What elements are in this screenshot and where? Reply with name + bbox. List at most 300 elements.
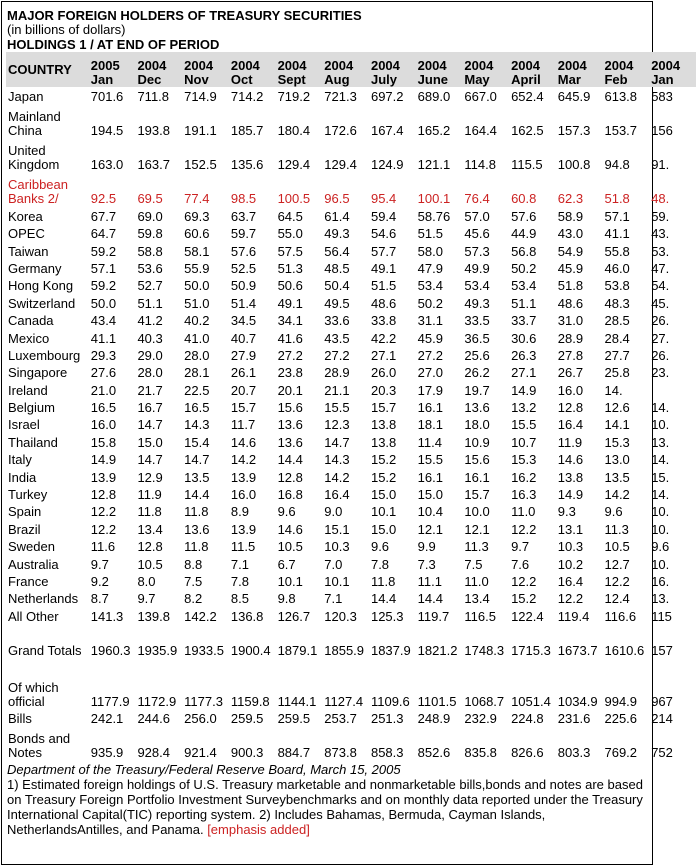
value-cell: 27.2: [324, 347, 350, 363]
value-cell: 27.7: [604, 347, 630, 363]
value-cell: 76.4: [464, 191, 490, 207]
column-month: Mar: [557, 72, 581, 87]
value-cell: 119.4: [557, 608, 590, 624]
value-cell: 719.2: [277, 89, 311, 105]
value-cell: 124.9: [370, 157, 404, 173]
value-cell: 163.0: [90, 157, 124, 173]
value-cell: 7.5: [184, 573, 203, 589]
value-cell: 873.8: [324, 745, 357, 761]
value-cell: 16.0: [90, 417, 117, 433]
value-cell: 58.9: [557, 208, 584, 224]
footer: [2, 760, 647, 837]
value-cell: 8.2: [184, 591, 203, 607]
table-row: [6, 363, 696, 380]
value-cell: 928.4: [137, 745, 170, 761]
value-cell: 59.2: [90, 278, 117, 294]
value-cell: 11.8: [137, 504, 162, 520]
value-cell: 1127.4: [324, 693, 364, 709]
value-cell: 51.5: [370, 278, 397, 294]
value-cell: 15.6: [277, 400, 303, 416]
value-cell: 11.1: [417, 573, 443, 589]
value-cell: 12.9: [137, 469, 163, 485]
value-cell: 50.9: [230, 278, 257, 294]
country-name: Australia: [8, 556, 59, 572]
value-cell: 40.2: [184, 313, 210, 329]
value-cell: 26.1: [230, 365, 257, 381]
value-cell: 10.1: [277, 573, 303, 589]
value-cell: 126.7: [277, 608, 311, 624]
value-cell: 47.9: [417, 260, 443, 276]
value-cell: 9.6: [370, 539, 390, 555]
country-name: India: [8, 469, 37, 485]
country-name: Mainland China: [8, 109, 61, 139]
value-cell: 55.9: [184, 260, 210, 276]
value-cell: 13.9: [230, 521, 257, 537]
value-cell: 16.0: [230, 487, 257, 503]
value-cell: 48.6: [557, 295, 584, 311]
value-cell: 40.7: [230, 330, 257, 346]
value-cell: 52.5: [230, 260, 257, 276]
value-cell: 858.3: [370, 745, 404, 761]
value-cell: 15.7: [230, 400, 257, 416]
value-cell: 12.2: [90, 521, 117, 537]
value-cell: 44.9: [511, 226, 537, 242]
value-cell: 49.3: [324, 226, 350, 242]
value-cell: 49.5: [324, 295, 350, 311]
column-header: [182, 52, 229, 87]
value-cell: 135.6: [230, 157, 264, 173]
country-name: Ireland: [8, 382, 48, 398]
value-cell: 16.3: [511, 487, 537, 503]
value-cell: 1068.7: [464, 693, 505, 709]
table-row: [6, 537, 696, 554]
table-row: [6, 519, 696, 536]
value-cell: 162.5: [511, 123, 544, 139]
value-cell: 10.: [651, 504, 670, 520]
value-cell: 91.: [651, 157, 670, 173]
value-cell: 11.8: [184, 504, 209, 520]
value-cell: 256.0: [184, 711, 217, 727]
value-cell: 194.5: [90, 123, 124, 139]
value-cell: 14.3: [324, 452, 350, 468]
value-cell: 53.4: [511, 278, 537, 294]
value-cell: 12.7: [604, 556, 630, 572]
value-cell: 10.: [651, 417, 670, 433]
value-cell: 15.4: [184, 434, 210, 450]
value-cell: 59.8: [137, 226, 163, 242]
country-header: COUNTRY: [6, 52, 89, 87]
value-cell: 921.4: [184, 745, 217, 761]
value-cell: 48.3: [604, 295, 630, 311]
column-year: 2004: [324, 58, 354, 73]
value-cell: 1610.6: [604, 642, 645, 658]
country-name: Turkey: [8, 487, 48, 503]
source-line: Department of the Treasury/Federal Reserve Board, March 15, 2005: [7, 762, 401, 778]
value-cell: 28.1: [184, 365, 210, 381]
value-cell: 13.1: [557, 521, 584, 537]
value-cell: 13.8: [557, 469, 584, 485]
value-cell: 51.3: [277, 260, 303, 276]
value-cell: 7.1: [324, 591, 343, 607]
value-cell: 701.6: [90, 89, 124, 105]
value-cell: 1879.1: [277, 642, 318, 658]
column-month: July: [370, 72, 397, 87]
value-cell: 142.2: [184, 608, 217, 624]
column-month: April: [511, 72, 541, 87]
value-cell: 50.2: [511, 260, 537, 276]
value-cell: 9.7: [511, 539, 530, 555]
country-name: Switzerland: [8, 295, 76, 311]
value-cell: 152.5: [184, 157, 217, 173]
country-name: Korea: [8, 208, 43, 224]
column-year: 2004: [137, 58, 167, 73]
value-cell: 51.8: [604, 191, 630, 207]
value-cell: 17.9: [417, 382, 443, 398]
value-cell: 16.5: [184, 400, 210, 416]
column-year: 2004: [184, 58, 214, 73]
value-cell: 15.2: [511, 591, 537, 607]
table-row: [6, 485, 696, 502]
value-cell: 13.: [651, 591, 670, 607]
value-cell: 45.9: [557, 260, 584, 276]
value-cell: 167.4: [370, 123, 404, 139]
value-cell: 14.4: [277, 452, 303, 468]
column-month: Aug: [324, 72, 350, 87]
value-cell: 1051.4: [511, 693, 551, 709]
value-cell: 59.: [651, 208, 670, 224]
column-header: [369, 52, 416, 87]
table-row: [6, 293, 696, 310]
column-month: June: [417, 72, 449, 87]
value-cell: 12.1: [417, 521, 443, 537]
value-cell: 163.7: [137, 157, 170, 173]
value-cell: 51.4: [230, 295, 257, 311]
value-cell: 14.: [604, 382, 623, 398]
column-header: [649, 52, 696, 87]
value-cell: 9.7: [90, 556, 109, 572]
value-cell: 10.3: [324, 539, 350, 555]
value-cell: 15.3: [511, 452, 537, 468]
table-row: [6, 138, 696, 172]
value-cell: 41.2: [137, 313, 163, 329]
value-cell: 56.4: [324, 243, 350, 259]
value-cell: 41.6: [277, 330, 303, 346]
value-cell: 7.6: [511, 556, 530, 572]
value-cell: 714.9: [184, 89, 217, 105]
value-cell: 15.5: [417, 452, 443, 468]
value-cell: 136.8: [230, 608, 264, 624]
value-cell: 100.5: [277, 191, 311, 207]
value-cell: 14.: [651, 400, 670, 416]
value-cell: 27.9: [230, 347, 257, 363]
value-cell: 12.8: [557, 400, 584, 416]
column-header: [89, 52, 136, 87]
value-cell: 15.2: [370, 469, 397, 485]
value-cell: 15.: [651, 469, 670, 485]
value-cell: 27.2: [277, 347, 303, 363]
value-cell: 114.8: [464, 157, 496, 173]
value-cell: 13.0: [604, 452, 630, 468]
value-cell: 14.6: [557, 452, 584, 468]
country-name: Bills: [8, 711, 32, 727]
value-cell: 1935.9: [137, 642, 178, 658]
value-cell: 43.0: [557, 226, 584, 242]
value-cell: 13.6: [277, 417, 303, 433]
value-cell: 50.4: [324, 278, 350, 294]
country-name: Canada: [8, 313, 54, 329]
value-cell: 45.: [651, 295, 670, 311]
value-cell: 752: [651, 745, 673, 761]
value-cell: 12.2: [511, 573, 537, 589]
value-cell: 11.8: [184, 539, 209, 555]
value-cell: 7.8: [230, 573, 249, 589]
main-title: MAJOR FOREIGN HOLDERS OF TREASURY SECURITIES: [7, 8, 362, 23]
value-cell: 14.: [651, 452, 670, 468]
value-cell: 16.5: [90, 400, 117, 416]
value-cell: 232.9: [464, 711, 497, 727]
value-cell: 714.2: [230, 89, 264, 105]
value-cell: 12.1: [464, 521, 490, 537]
value-cell: 30.6: [511, 330, 537, 346]
value-cell: 57.6: [230, 243, 257, 259]
column-header: [602, 52, 649, 87]
value-cell: 53.4: [464, 278, 490, 294]
value-cell: 16.8: [277, 487, 303, 503]
value-cell: 13.6: [464, 400, 490, 416]
value-cell: 45.9: [417, 330, 443, 346]
table-row: [6, 624, 696, 658]
value-cell: 835.8: [464, 745, 497, 761]
title-block: [2, 2, 652, 52]
value-cell: 253.7: [324, 711, 357, 727]
column-header: [556, 52, 603, 87]
value-cell: 13.5: [604, 469, 630, 485]
country-name: United Kingdom: [8, 143, 60, 173]
value-cell: 45.6: [464, 226, 490, 242]
value-cell: 31.1: [417, 313, 443, 329]
value-cell: 225.6: [604, 711, 638, 727]
value-cell: 12.3: [324, 417, 350, 433]
value-cell: 185.7: [230, 123, 264, 139]
value-cell: 1177.9: [90, 693, 130, 709]
table-row: [6, 346, 696, 363]
value-cell: 12.8: [137, 539, 163, 555]
value-cell: 652.4: [511, 89, 544, 105]
country-name: Belgium: [8, 400, 55, 416]
value-cell: 11.7: [230, 417, 256, 433]
value-cell: 10.3: [557, 539, 584, 555]
table-row: [6, 311, 696, 328]
value-cell: 51.1: [137, 295, 163, 311]
value-cell: 7.1: [230, 556, 249, 572]
table-row: [6, 241, 696, 258]
value-cell: 10.7: [511, 434, 537, 450]
value-cell: 8.8: [184, 556, 203, 572]
column-year: 2004: [230, 58, 260, 73]
value-cell: 15.7: [370, 400, 397, 416]
value-cell: 16.4: [557, 573, 584, 589]
value-cell: 20.7: [230, 382, 257, 398]
value-cell: 1748.3: [464, 642, 505, 658]
value-cell: 69.5: [137, 191, 163, 207]
value-cell: 9.2: [90, 573, 109, 589]
value-cell: 15.0: [417, 487, 443, 503]
value-cell: 16.: [651, 573, 670, 589]
column-year: 2004: [511, 58, 540, 73]
value-cell: 11.0: [464, 573, 489, 589]
value-cell: 1109.6: [370, 693, 410, 709]
country-name: Caribbean Banks 2/: [8, 177, 68, 207]
table-row: [6, 87, 696, 104]
value-cell: 121.1: [417, 157, 451, 173]
value-cell: 1715.3: [511, 642, 551, 658]
value-cell: 57.0: [464, 208, 490, 224]
value-cell: 27.: [651, 330, 670, 346]
value-cell: 10.9: [464, 434, 490, 450]
value-cell: 125.3: [370, 608, 404, 624]
column-year: 2004: [417, 58, 447, 73]
value-cell: 10.5: [137, 556, 163, 572]
value-cell: 57.6: [511, 208, 537, 224]
value-cell: 40.3: [137, 330, 163, 346]
table-row: [6, 104, 696, 138]
value-cell: 50.2: [417, 295, 443, 311]
value-cell: 16.7: [137, 400, 163, 416]
value-cell: 48.6: [370, 295, 397, 311]
country-name: Grand Totals: [8, 642, 82, 658]
value-cell: 26.: [651, 347, 670, 363]
value-cell: 33.8: [370, 313, 397, 329]
value-cell: 251.3: [370, 711, 404, 727]
table-row: [6, 206, 696, 223]
table-row: [6, 224, 696, 241]
table-row: [6, 398, 696, 415]
value-cell: 29.3: [90, 347, 117, 363]
value-cell: 12.6: [604, 400, 630, 416]
value-cell: 77.4: [184, 191, 210, 207]
value-cell: 156: [651, 123, 673, 139]
value-cell: 29.0: [137, 347, 163, 363]
value-cell: 27.1: [370, 347, 397, 363]
value-cell: 10.5: [277, 539, 303, 555]
table-row: [6, 415, 696, 432]
value-cell: 62.3: [557, 191, 584, 207]
value-cell: 153.7: [604, 123, 638, 139]
value-cell: 10.0: [464, 504, 490, 520]
value-cell: 26.0: [370, 365, 397, 381]
value-cell: 14.7: [137, 417, 163, 433]
value-cell: 57.3: [464, 243, 490, 259]
value-cell: 157.3: [557, 123, 591, 139]
value-cell: 1900.4: [230, 642, 271, 658]
value-cell: 16.1: [464, 469, 490, 485]
column-year: 2004: [464, 58, 494, 73]
column-year: 2004: [604, 58, 634, 73]
country-name: Singapore: [8, 365, 68, 381]
table-row: [6, 328, 696, 345]
value-cell: 67.7: [90, 208, 117, 224]
value-cell: 1960.3: [90, 642, 131, 658]
value-cell: 13.6: [277, 434, 303, 450]
table-row: [6, 589, 696, 606]
value-cell: 43.: [651, 226, 670, 242]
value-cell: 1172.9: [137, 693, 177, 709]
country-name: OPEC: [8, 226, 45, 242]
column-year: 2004: [557, 58, 587, 73]
value-cell: 25.6: [464, 347, 490, 363]
value-cell: 14.4: [417, 591, 443, 607]
value-cell: 9.6: [277, 504, 296, 520]
column-month: Dec: [137, 72, 162, 87]
value-cell: 14.2: [230, 452, 257, 468]
value-cell: 47.: [651, 260, 670, 276]
value-cell: 164.4: [464, 123, 497, 139]
value-cell: 14.7: [324, 434, 350, 450]
value-cell: 1855.9: [324, 642, 365, 658]
value-cell: 119.7: [417, 608, 450, 624]
country-name: All Other: [8, 608, 59, 624]
value-cell: 15.1: [324, 521, 350, 537]
value-cell: 259.5: [230, 711, 264, 727]
value-cell: 61.4: [324, 208, 350, 224]
value-cell: 11.3: [604, 521, 629, 537]
value-cell: 16.2: [511, 469, 537, 485]
column-year: 2004: [370, 58, 400, 73]
value-cell: 8.9: [230, 504, 249, 520]
country-name: Spain: [8, 504, 42, 520]
column-year: 2004: [651, 58, 681, 73]
value-cell: 48.5: [324, 260, 350, 276]
country-name: Netherlands: [8, 591, 79, 607]
value-cell: 10.2: [557, 556, 584, 572]
table-row: [6, 502, 696, 519]
footnote-text: 1) Estimated foreign holdings of U.S. Treasury marketable and nonmarketable bills,bonds and notes are based on Treasury Foreign Portfolio Investment Surveybenchmarks and on monthly data reported under the Treasury International Capital(TIC) reporting system. 2) Includes Bahamas, Bermuda, Cayman Islands, NetherlandsAntilles, and Panama.: [7, 777, 643, 838]
value-cell: 11.9: [137, 487, 162, 503]
value-cell: 711.8: [137, 89, 170, 105]
value-cell: 54.: [651, 278, 670, 294]
value-cell: 34.1: [277, 313, 303, 329]
value-cell: 33.5: [464, 313, 490, 329]
value-cell: 16.4: [557, 417, 584, 433]
value-cell: 13.5: [184, 469, 210, 485]
value-cell: 53.6: [137, 260, 163, 276]
value-cell: 139.8: [137, 608, 170, 624]
value-cell: 53.4: [417, 278, 443, 294]
table-row: [6, 572, 696, 589]
column-month: Jan: [651, 72, 674, 87]
value-cell: 28.4: [604, 330, 630, 346]
value-cell: 14.4: [184, 487, 210, 503]
units-subtitle: (in billions of dollars): [7, 22, 126, 37]
value-cell: 689.0: [417, 89, 451, 105]
value-cell: 10.5: [604, 539, 630, 555]
value-cell: 95.4: [370, 191, 397, 207]
value-cell: 1821.2: [417, 642, 458, 658]
value-cell: 15.2: [370, 452, 397, 468]
column-month: Jan: [90, 72, 114, 87]
value-cell: 122.4: [511, 608, 544, 624]
value-cell: 26.3: [511, 347, 537, 363]
table-row: [6, 467, 696, 484]
value-cell: 98.5: [230, 191, 257, 207]
value-cell: 15.5: [324, 400, 350, 416]
value-cell: 667.0: [464, 89, 497, 105]
value-cell: 141.3: [90, 608, 124, 624]
value-cell: 53.: [651, 243, 670, 259]
value-cell: 157: [651, 642, 673, 658]
value-cell: 697.2: [370, 89, 404, 105]
value-cell: 58.1: [184, 243, 210, 259]
